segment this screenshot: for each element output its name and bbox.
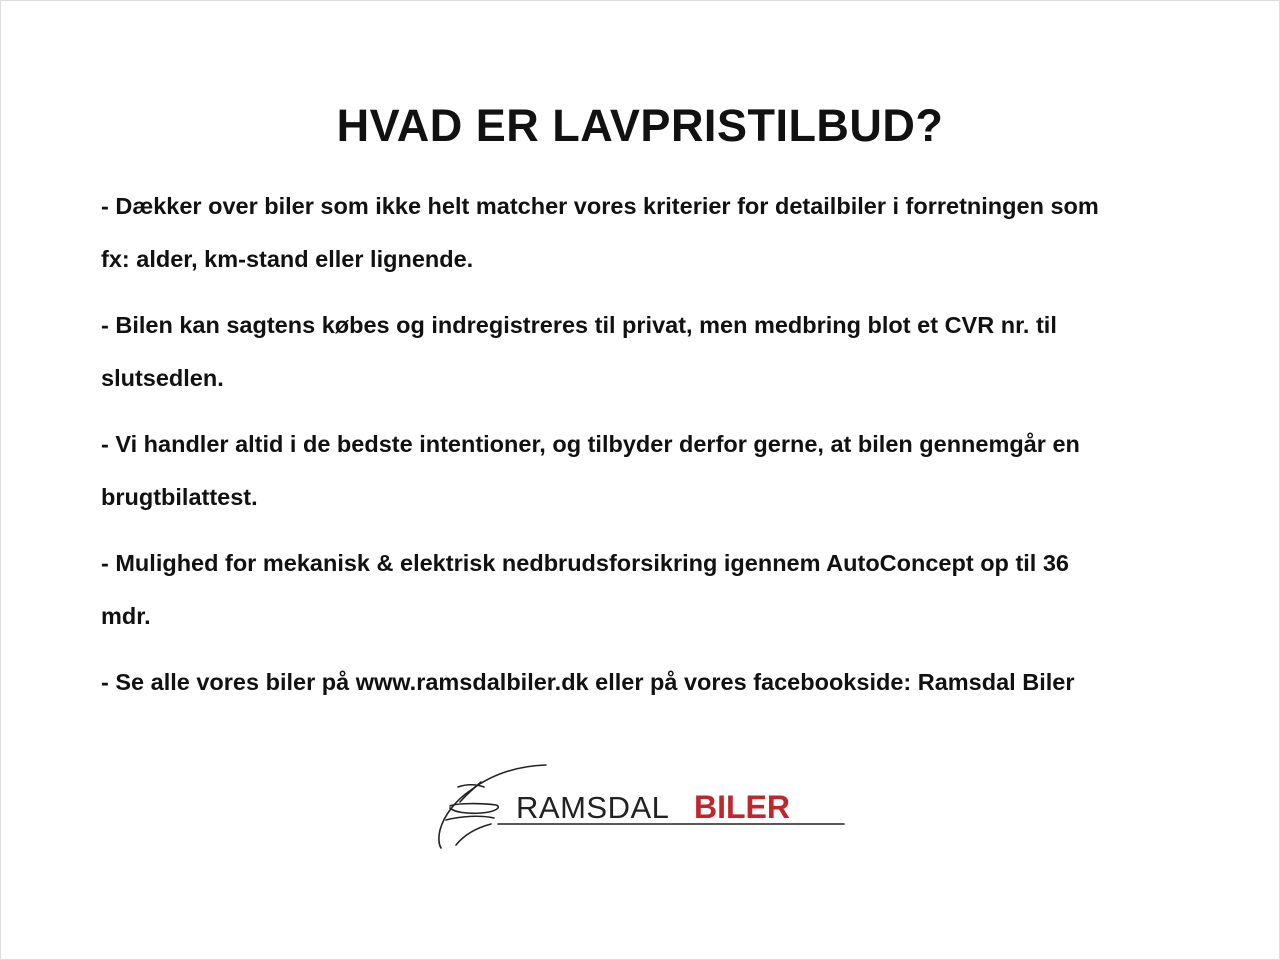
ramsdal-biler-logo [436,760,846,852]
text-line: brugtbilattest. [101,484,258,510]
text-line: slutsedlen. [101,365,224,391]
text-line: - Bilen kan sagtens købes og indregistreres til privat, men medbring blot et CVR nr. til [101,312,1057,338]
paragraph [101,656,1099,709]
logo-text-biler: BILER [694,789,790,825]
text-line: fx: alder, km-stand eller lignende. [101,246,474,272]
text-line: mdr. [101,603,151,629]
paragraph [101,180,1099,286]
text-line: - Dækker over biler som ikke helt matcher vores kriterier for detailbiler i forretningen som [101,193,1099,219]
paragraph [101,537,1099,643]
logo-text-ramsdal: RAMSDAL [516,790,670,825]
page-title: HVAD ER LAVPRISTILBUD? [336,100,944,151]
info-body [101,180,1099,722]
paragraph [101,418,1099,524]
website-line: - Se alle vores biler på www.ramsdalbiler.dk eller på vores facebookside: Ramsdal Biler [101,669,1075,695]
text-line: - Vi handler altid i de bedste intentioner, og tilbyder derfor gerne, at bilen gennemgår en [101,431,1080,457]
text-line: - Mulighed for mekanisk & elektrisk nedbrudsforsikring igennem AutoConcept op til 36 [101,550,1069,576]
paragraph [101,299,1099,405]
